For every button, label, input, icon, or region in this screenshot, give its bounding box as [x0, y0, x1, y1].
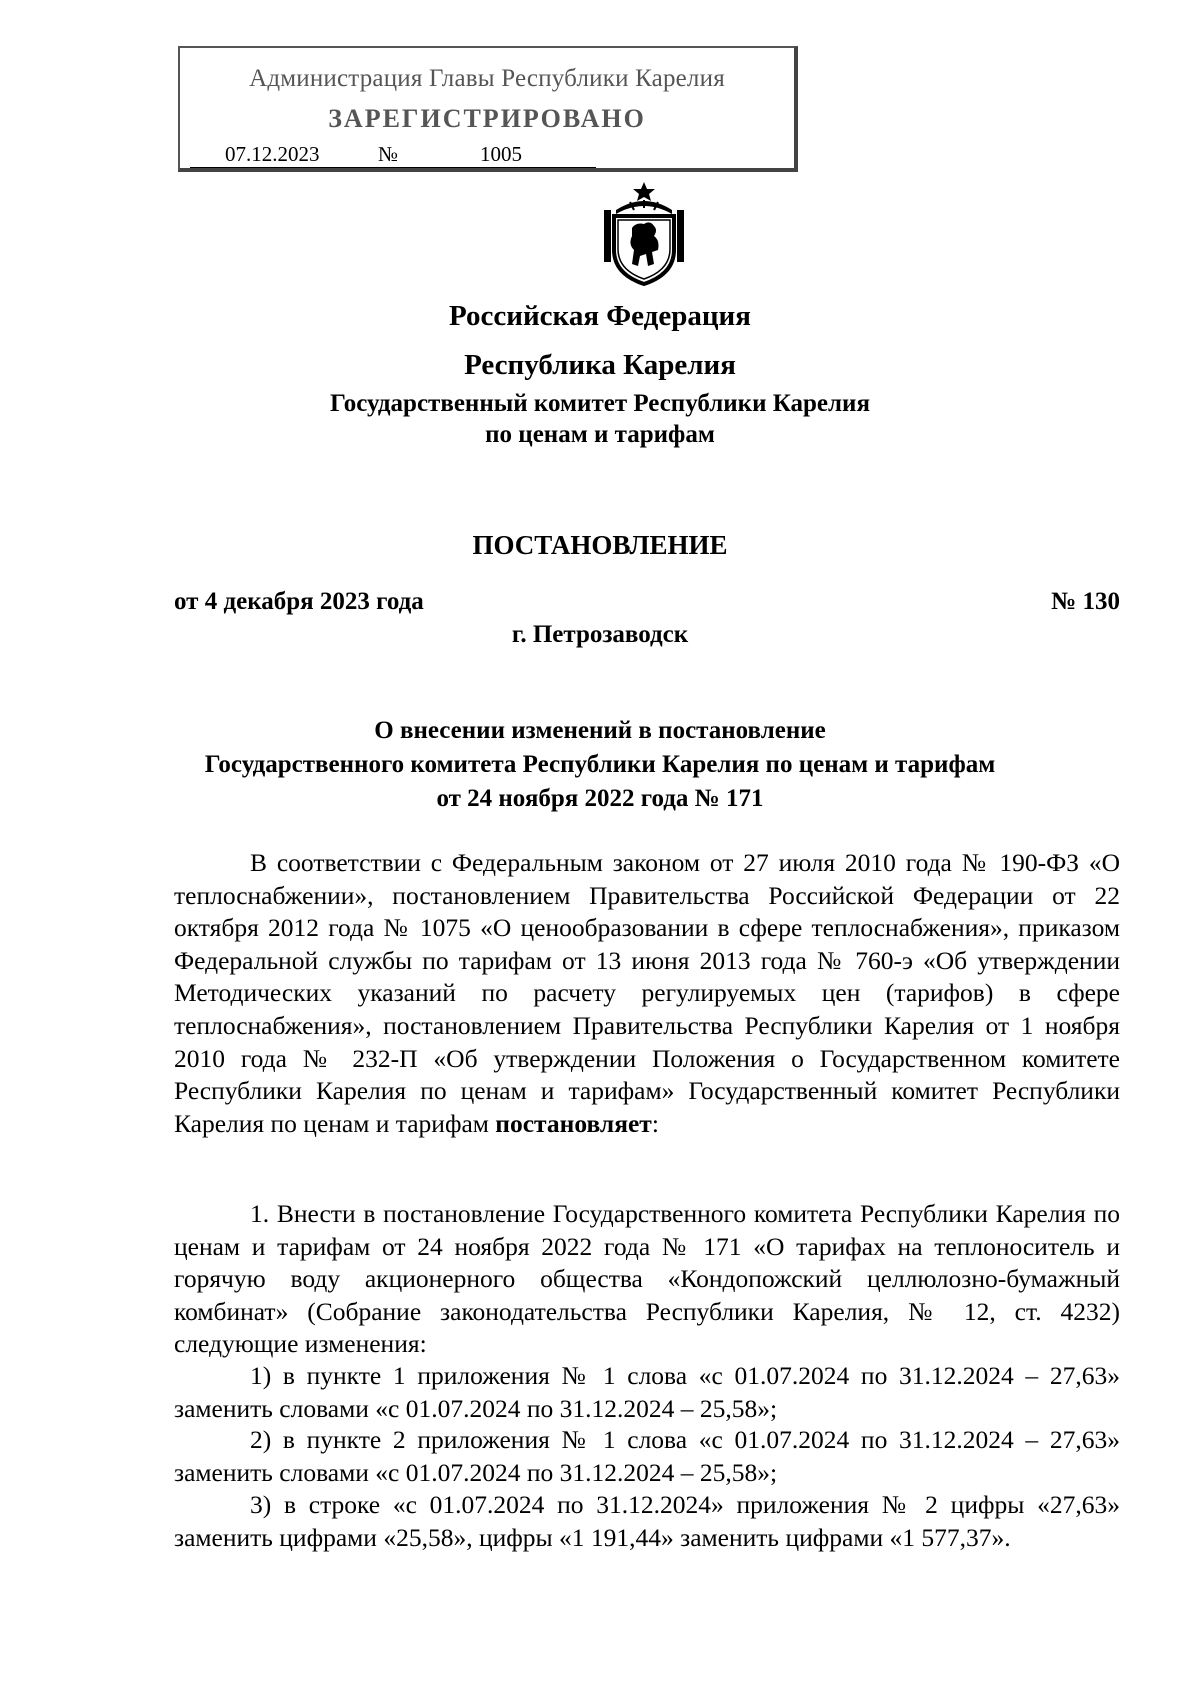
- committee-heading-line2: по ценам и тарифам: [485, 421, 715, 448]
- country-heading: Российская Федерация: [449, 300, 751, 332]
- preamble-text: В соответствии с Федеральным законом от 27 июля 2010 года № 190-ФЗ «О теплоснабжении», постановлением Правительства Российской Федерации от 22 октября 2012 года № 1075 «О ценообразовании в сфере теплоснабжения», приказом Федеральной службы по тарифам от 13 июня 2013 года № 760-э «Об утверждении Методических указаний по расчету регулируемых цен (тарифов) в сфере теплоснабжения», постановлением Правительства Республики Карелия от 1 ноября 2010 года № 232-П «Об утверждении Положения о Государственном комитете Республики Карелия по ценам и тарифам» Государственный комитет Республики Карелия по ценам и тарифам: [174, 848, 1120, 1138]
- stamp-status: ЗАРЕГИСТРИРОВАНО: [328, 104, 646, 133]
- item-1-paragraph: 1. Внести в постановление Государственного комитета Республики Карелия по ценам и тарифам от 24 ноября 2022 года № 171 «О тарифах на теплоноситель и горячую воду акционерного общества «Кондопожский целлюлозно-бумажный комбинат» (Собрание законодательства Республики Карелия, № 12, ст. 4232) следующие изменения:: [174, 1199, 1120, 1359]
- stamp-number-sign: №: [378, 142, 399, 166]
- karelia-coat-of-arms-icon: [598, 180, 690, 288]
- document-date: от 4 декабря 2023 года: [174, 588, 424, 615]
- subitem-3-paragraph: 3) в строке «с 01.07.2024 по 31.12.2024» приложения № 2 цифры «27,63» заменить цифрами «25,58», цифры «1 191,44» заменить цифрами «1 577,37».: [174, 1490, 1120, 1552]
- subitem-1-paragraph: 1) в пункте 1 приложения № 1 слова «с 01.07.2024 по 31.12.2024 – 27,63» заменить словами «с 01.07.2024 по 31.12.2024 – 25,58»;: [174, 1361, 1120, 1423]
- stamp-number: 1005: [480, 142, 522, 166]
- document-city: г. Петрозаводск: [511, 621, 689, 648]
- subject-line2: Государственного комитета Республики Карелия по ценам и тарифам: [204, 751, 996, 778]
- document-type: ПОСТАНОВЛЕНИЕ: [472, 530, 728, 560]
- republic-heading: Республика Карелия: [464, 349, 736, 381]
- stamp-date: 07.12.2023: [225, 142, 320, 166]
- stamp-organization: Администрация Главы Республики Карелия: [249, 65, 725, 92]
- subitem-2-paragraph: 2) в пункте 2 приложения № 1 слова «с 01.07.2024 по 31.12.2024 – 27,63» заменить словами «с 01.07.2024 по 31.12.2024 – 25,58»;: [174, 1425, 1120, 1487]
- preamble-paragraph: [174, 847, 1120, 1140]
- subject-line1: О внесении изменений в постановление: [374, 717, 826, 744]
- document-number: № 130: [1051, 588, 1120, 615]
- committee-heading-line1: Государственный комитет Республики Карелия: [330, 390, 870, 417]
- stamp-underline: [190, 167, 596, 168]
- subject-line3: от 24 ноября 2022 года № 171: [436, 785, 764, 812]
- decree-colon: :: [651, 1108, 659, 1138]
- decree-word: постановляет: [495, 1108, 652, 1138]
